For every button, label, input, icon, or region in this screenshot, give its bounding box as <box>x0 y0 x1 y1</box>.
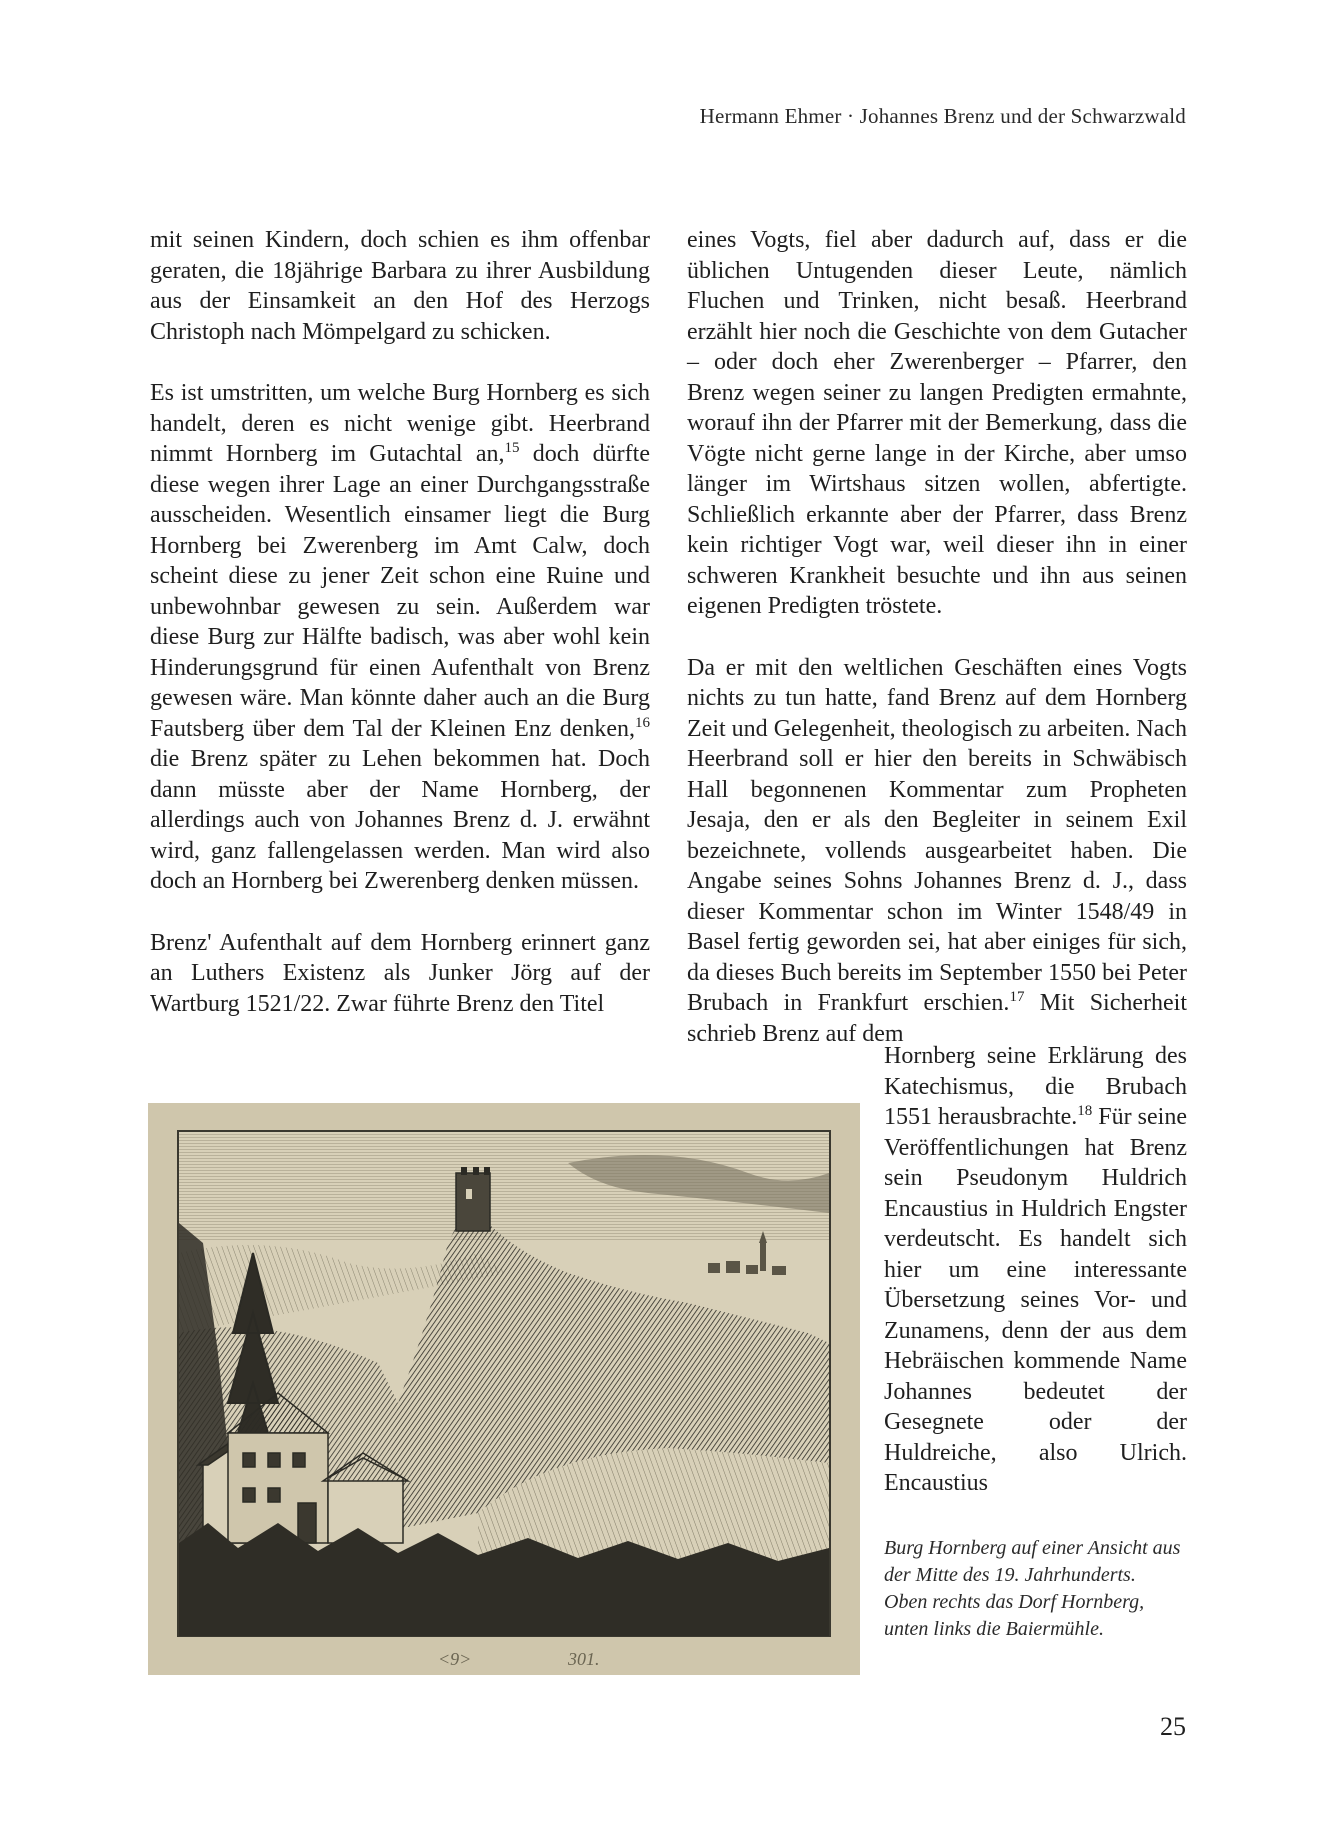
text-column-right <box>687 225 1187 1049</box>
footnote-ref[interactable]: 18 <box>1077 1103 1093 1119</box>
paragraph <box>884 1041 1187 1499</box>
text-run: doch dürfte diese wegen ihrer Lage an einer Durchgangsstraße ausscheiden. Wesentlich einsamer liegt die Burg Hornberg bei Zwerenberg im Amt Calw, doch scheint diese zu jener Zeit schon eine Ruine und unbewohnbar gewesen zu sein. Außerdem war diese Burg zur Hälfte badisch, was aber wohl kein Hinderungsgrund für einen Aufenthalt von Brenz gewesen wäre. Man könnte daher auch an die Burg Fautsberg über dem Tal der Kleinen Enz denken, <box>150 441 650 742</box>
paragraph: eines Vogts, fiel aber dadurch auf, dass er die üblichen Untugenden dieser Leute, nämlich Fluchen und Trinken, nicht besaß. Heerbrand erzählt hier noch die Geschichte von dem Gutacher – oder doch eher Zwerenberger – Pfarrer, den Brenz wegen seiner zu langen Predigten ermahnte, worauf ihn der Pfarrer mit der Bemerkung, dass die Vögte nicht gerne lange in der Kirche, aber umso länger im Wirtshaus sitzen wollen, abfertigte. Schließlich erkannte aber der Pfarrer, dass Brenz kein richtiger Vogt war, weil dieser ihn in einer schweren Krankheit besuchte und ihn aus seinen eigenen Predigten tröstete. <box>687 227 1187 619</box>
engraving-figure <box>148 1103 860 1675</box>
paragraph: mit seinen Kindern, doch schien es ihm offenbar geraten, die 18jährige Barbara zu ihrer Ausbildung aus der Einsamkeit an den Hof des Herzogs Christoph nach Mömpelgard zu schicken. <box>150 227 650 345</box>
figure-caption: Burg Hornberg auf einer Ansicht aus der Mitte des 19. Jahrhunderts. Oben rechts das Dorf Hornberg, unten links die Baiermühle. <box>884 1537 1181 1640</box>
text-run: Für seine Veröffentlichungen hat Brenz sein Pseudonym Huldrich Encaustius in Huldrich Engster verdeutscht. Es handelt sich hier um eine interessante Übersetzung seines Vor- und Zunamens, denn der aus dem Hebräischen kommende Name Johannes bedeutet der Gesegnete oder der Huldreiche, also Ulrich. Encaustius <box>884 1104 1187 1496</box>
footnote-ref[interactable]: 15 <box>504 440 520 456</box>
text-run: Hornberg seine Erklärung des Katechismus, die Brubach 1551 herausbrachte. <box>884 1043 1187 1130</box>
text-run: die Brenz später zu Lehen bekommen hat. Doch dann müsste aber der Name Hornberg, der allerdings auch von Johannes Brenz d. J. erwähnt wird, ganz fallengelassen werden. Man wird also doch an Hornberg bei Zwerenberg denken müssen. <box>150 746 650 894</box>
text-run: Es ist umstritten, um welche Burg Hornberg es sich handelt, deren es nicht wenige gibt. Heerbrand nimmt Hornberg im Gutachtal an, <box>150 380 650 467</box>
pencil-note: 301. <box>568 1649 600 1669</box>
paragraph <box>687 653 1187 1050</box>
running-head: Hermann Ehmer · Johannes Brenz und der Schwarzwald <box>699 104 1186 128</box>
text-run: Mit Sicherheit schrieb Brenz auf dem <box>687 990 1187 1047</box>
paragraph <box>150 378 650 897</box>
text-column-narrow <box>884 1041 1187 1499</box>
text-run: Da er mit den weltlichen Geschäften eines Vogts nichts zu tun hatte, fand Brenz auf dem Hornberg Zeit und Gelegenheit, theologisch zu arbeiten. Nach Heerbrand soll er hier den bereits in Schwäbisch Hall begonnenen Kommentar zum Propheten Jesaja, den er als den Begleiter in seinem Exil bezeichnete, vollends ausgearbeitet haben. Die Angabe seines Sohns Johannes Brenz d. J., dass dieser Kommentar schon im Winter 1548/49 in Basel fertig geworden sei, hat aber einiges für sich, da dieses Buch bereits im September 1550 bei Peter Brubach in Frankfurt erschien. <box>687 654 1187 1016</box>
burg-hornberg-engraving <box>148 1103 860 1675</box>
pencil-note: <9> <box>438 1649 472 1669</box>
footnote-ref[interactable]: 17 <box>1009 989 1025 1005</box>
text-column-left <box>150 225 650 1019</box>
page-number: 25 <box>1160 1712 1186 1741</box>
paragraph: Brenz' Aufenthalt auf dem Hornberg erinnert ganz an Luthers Existenz als Junker Jörg auf der Wartburg 1521/22. Zwar führte Brenz den Titel <box>150 929 650 1017</box>
footnote-ref[interactable]: 16 <box>635 714 650 731</box>
